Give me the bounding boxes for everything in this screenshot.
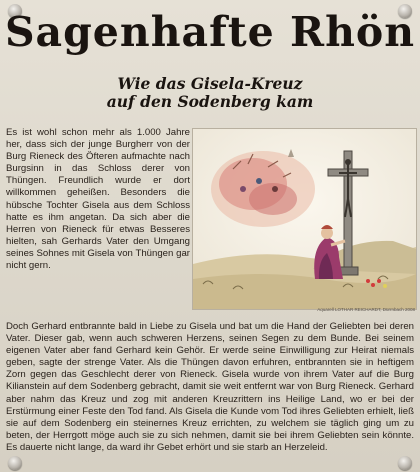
gisela-cross-painting bbox=[193, 129, 416, 309]
sign-title: Sagenhafte Rhön bbox=[4, 8, 416, 56]
subtitle-line: auf den Sodenberg kam bbox=[106, 92, 314, 111]
story-paragraph-main: Doch Gerhard entbrannte bald in Liebe zu Gisela und bat um die Hand der Geliebten bei deren Vater. Dieser gab, wenn auch schweren Herzens, seinen Segen zu dem Bunde. Bei seinem eigenen Vater aber fand Gerhard kein Gehör. Er werde seine Einwilligung zur Heirat niemals geben, sagte der strenge Vater. Als die Thüngen davon erfuhren, entbrannten sie in heftigem Zorn gegen das Geschlecht derer von Rieneck. Gisela wurde von ihrem Vater auf die Burg Kilianstein auf dem Sodenberg gebracht, damit sie weit entfernt war von Burg Rieneck. Gerhard aber nahm das Kreuz und zog mit anderen Kreuzrittern ins Heilige Land, wo er bei der Erstürmung einer Feste den Tod fand. Als Gisela die Kunde vom Tod ihres Geliebten erhielt, ließ sie auf dem Sodenberg ein steinernes Kreuz errichten, zu welchem sie täglich ging um zu beten, der Herrgott möge auch sie zu sich nehmen, damit sie bei ihrem Geliebten sein könnte. Es dauerte nicht lange, da ward ihr Gebet erhört und sie starb an Herzeleid. bbox=[6, 321, 414, 453]
sign-subtitle bbox=[0, 75, 420, 111]
story-paragraph-intro: Es ist wohl schon mehr als 1.000 Jahre her, dass sich der junge Burgherr von der Burg Rieneck des Öfteren aufmachte nach Burgsinn in das Schloss derer von Thüngen. Freundlich wurde er dort willkommen geheißen. Besonders die hübsche Tochter Gisela aus dem Schloss hatte es ihm angetan. Da sich aber die Herren von Rieneck für etwas Besseres hielten, sah Gerhards Vater den Umgang seines Sohnes mit Gisela von Thüngen gar nicht gern. bbox=[6, 127, 190, 272]
illustration-credit: Aquarell LOTHAR REICHARDT, Dürrnbach 2008 bbox=[317, 307, 415, 312]
mounting-screw bbox=[8, 456, 22, 470]
mounting-screw bbox=[398, 456, 412, 470]
subtitle-line: Wie das Gisela-Kreuz bbox=[117, 74, 303, 93]
watercolor-illustration bbox=[192, 128, 417, 310]
